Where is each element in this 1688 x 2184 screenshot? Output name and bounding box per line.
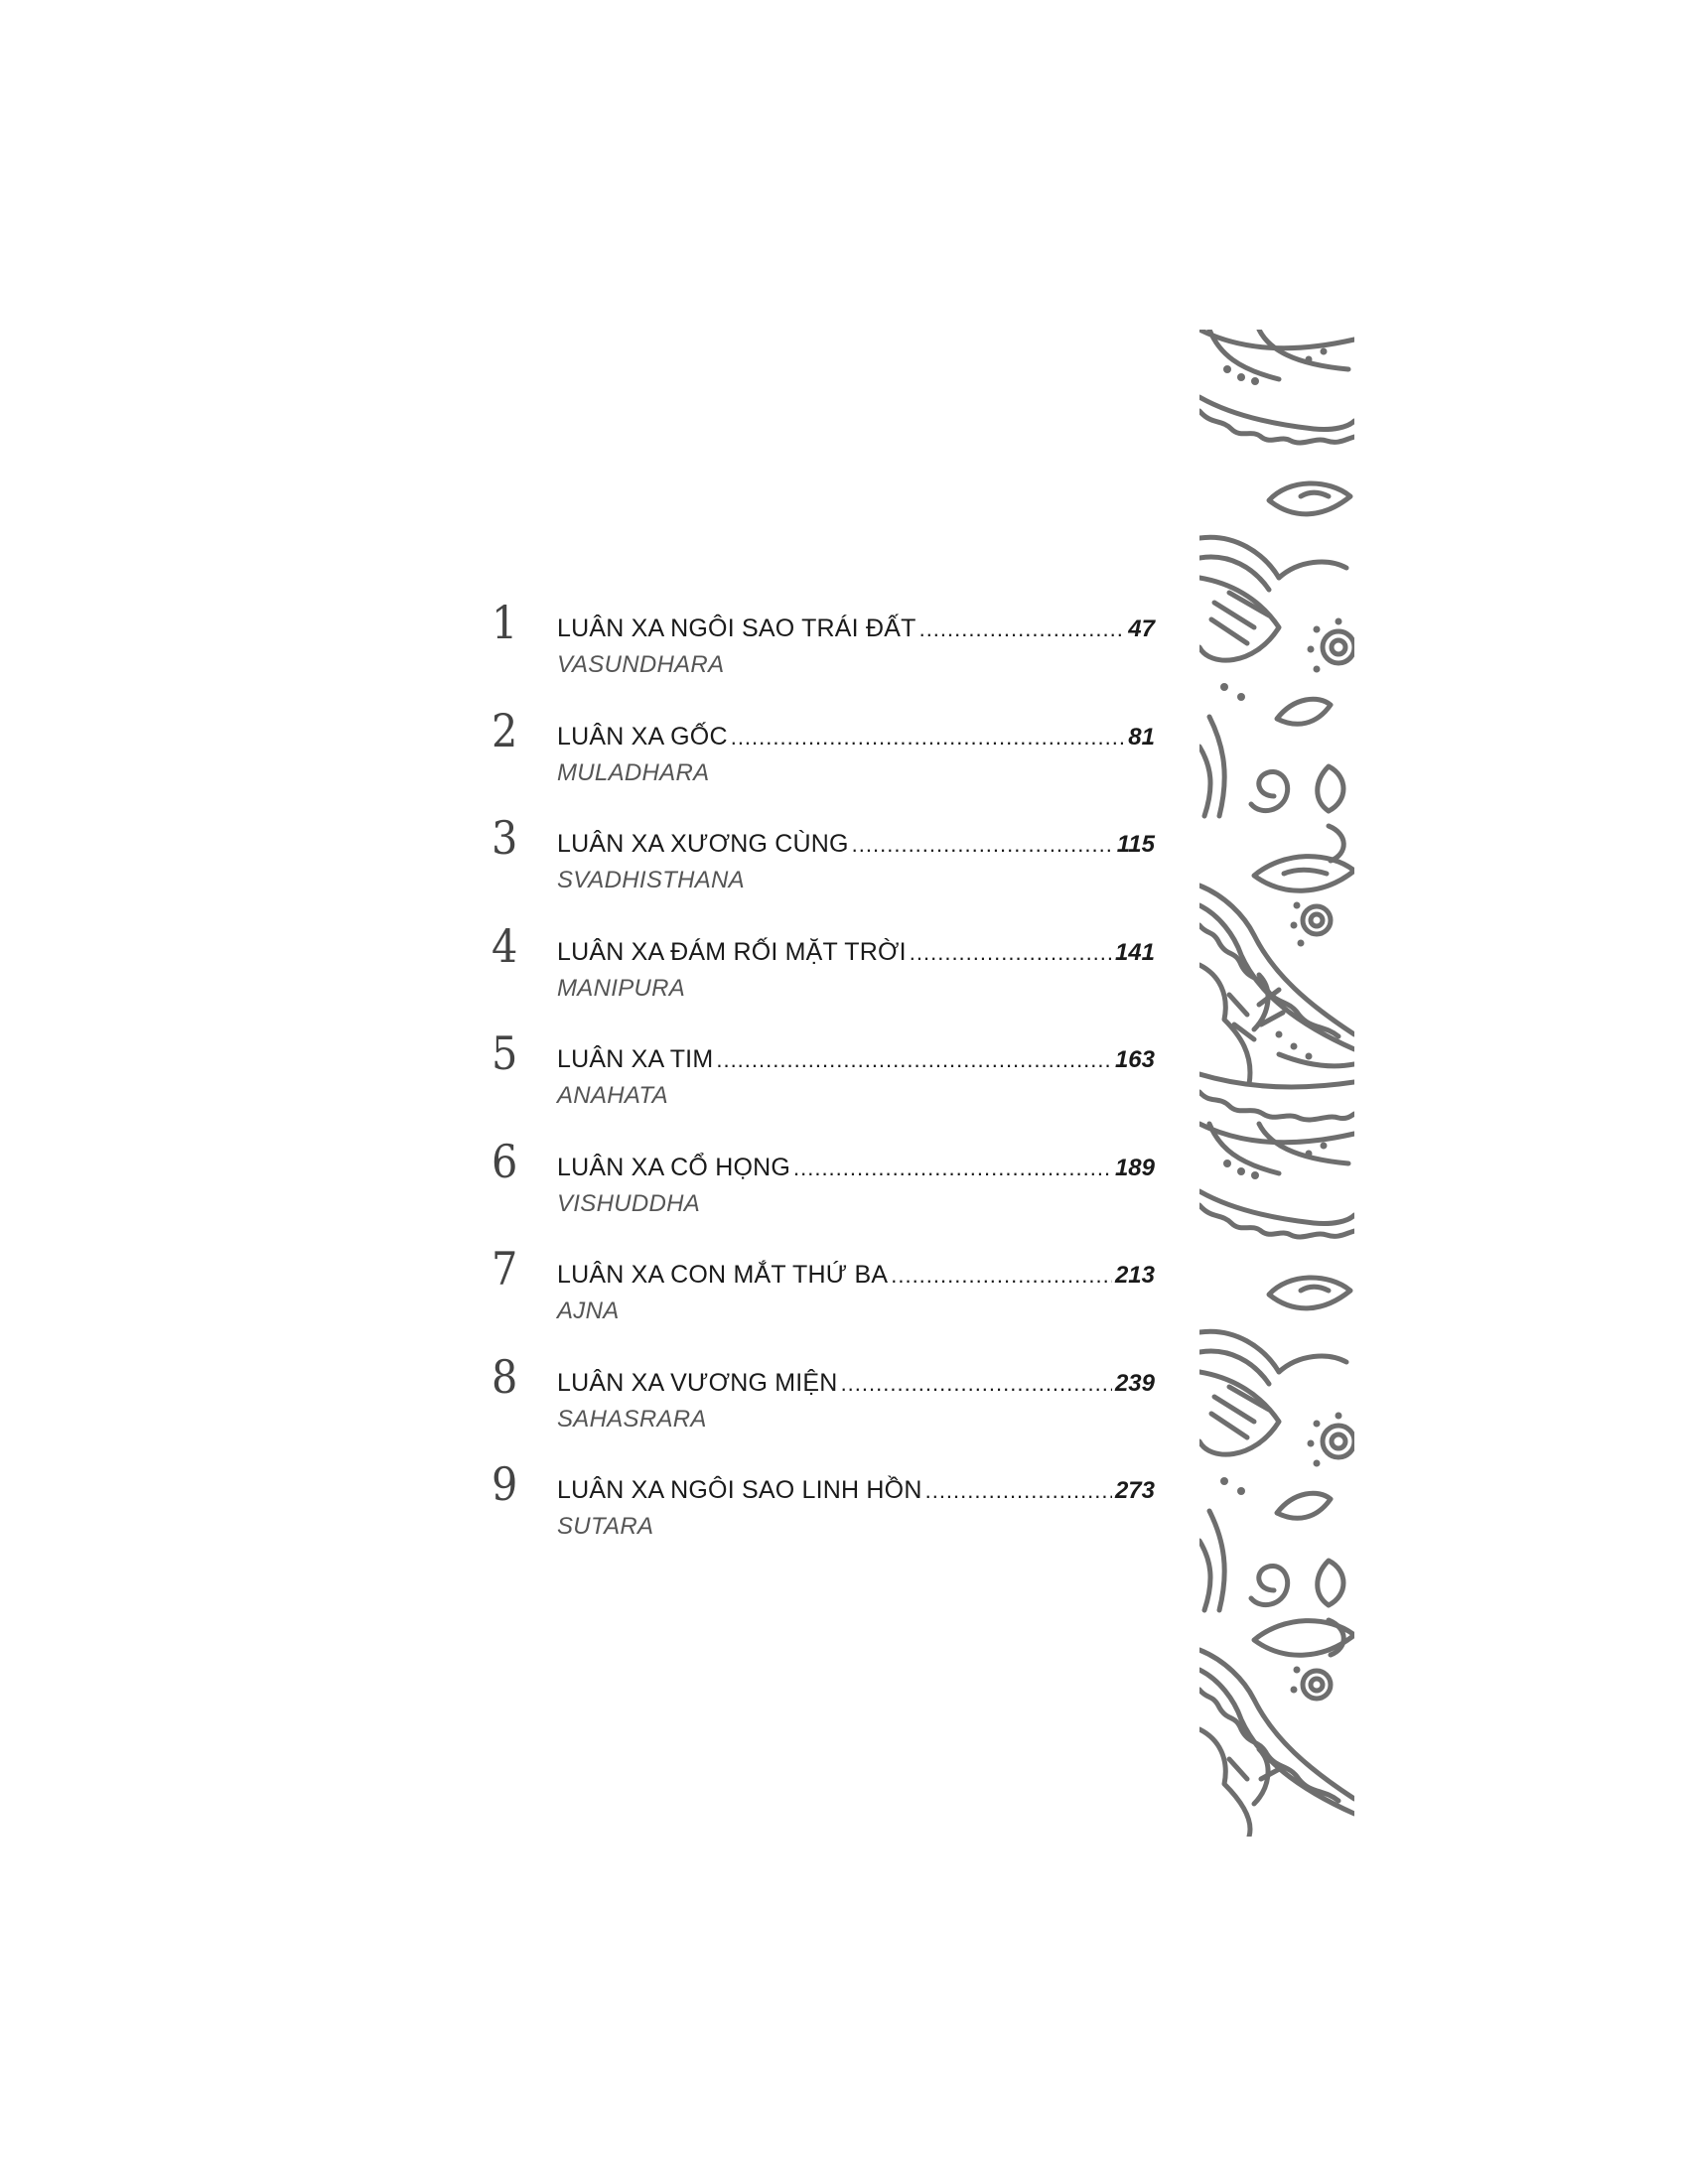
chapter-subtitle: VISHUDDHA xyxy=(557,1189,701,1217)
chapter-number: 9 xyxy=(492,1457,518,1511)
dot-leader xyxy=(731,723,1126,752)
page-number: 163 xyxy=(1114,1046,1155,1073)
dot-leader xyxy=(841,1369,1112,1399)
toc-entry[interactable] xyxy=(492,703,1167,830)
toc-entry[interactable] xyxy=(492,918,1167,1045)
chapter-title: LUÂN XA NGÔI SAO LINH HỒN xyxy=(557,1476,922,1504)
table-of-contents xyxy=(492,596,1167,1583)
chapter-title: LUÂN XA ĐÁM RỐI MẶT TRỜI xyxy=(557,937,907,966)
dot-leader xyxy=(716,1045,1112,1075)
chapter-subtitle: ANAHATA xyxy=(557,1082,668,1109)
chapter-number: 3 xyxy=(492,811,518,865)
chapter-title: LUÂN XA CỔ HỌNG xyxy=(557,1153,790,1181)
chapter-subtitle: SAHASRARA xyxy=(557,1405,707,1433)
toc-entry[interactable] xyxy=(492,811,1167,937)
chapter-number: 5 xyxy=(492,1026,518,1080)
toc-entry[interactable] xyxy=(492,1026,1167,1153)
chapter-number: 6 xyxy=(492,1134,518,1188)
chapter-number: 2 xyxy=(492,703,518,757)
page-number: 141 xyxy=(1114,938,1155,966)
toc-entry[interactable] xyxy=(492,1242,1167,1368)
chapter-title: LUÂN XA VƯƠNG MIỆN xyxy=(557,1368,838,1397)
dot-leader xyxy=(852,830,1114,860)
dot-leader xyxy=(891,1261,1112,1291)
page-number: 239 xyxy=(1114,1369,1155,1397)
chapter-title: LUÂN XA GỐC xyxy=(557,722,728,751)
page-number: 81 xyxy=(1128,723,1155,751)
chapter-title: LUÂN XA XƯƠNG CÙNG xyxy=(557,830,849,858)
page-number: 213 xyxy=(1114,1262,1155,1289)
chapter-number: 4 xyxy=(492,918,518,973)
chapter-number: 7 xyxy=(492,1242,518,1296)
dot-leader xyxy=(925,1476,1112,1506)
chapter-subtitle: MANIPURA xyxy=(557,974,686,1002)
toc-entry[interactable] xyxy=(492,1457,1167,1583)
chapter-subtitle: SVADHISTHANA xyxy=(557,867,745,893)
chapter-title: LUÂN XA NGÔI SAO TRÁI ĐẤT xyxy=(557,614,916,642)
chapter-subtitle: MULADHARA xyxy=(557,758,710,786)
dot-leader xyxy=(910,938,1112,968)
toc-entry[interactable] xyxy=(492,1134,1167,1261)
chapter-subtitle: AJNA xyxy=(557,1297,620,1324)
page-number: 189 xyxy=(1114,1154,1155,1181)
page-number: 115 xyxy=(1116,831,1155,858)
chapter-subtitle: SUTARA xyxy=(557,1513,654,1540)
toc-entry[interactable] xyxy=(492,596,1167,722)
chapter-number: 8 xyxy=(492,1349,518,1404)
chapter-subtitle: VASUNDHARA xyxy=(557,651,725,678)
dot-leader xyxy=(919,614,1126,644)
page-number: 273 xyxy=(1114,1477,1155,1504)
chapter-number: 1 xyxy=(492,596,518,649)
page-number: 47 xyxy=(1128,615,1155,642)
chapter-title: LUÂN XA TIM xyxy=(557,1045,714,1073)
chapter-title: LUÂN XA CON MẮT THỨ BA xyxy=(557,1261,889,1289)
toc-entry[interactable] xyxy=(492,1349,1167,1476)
dot-leader xyxy=(793,1154,1112,1183)
floral-ornament-icon xyxy=(1199,330,1354,1837)
